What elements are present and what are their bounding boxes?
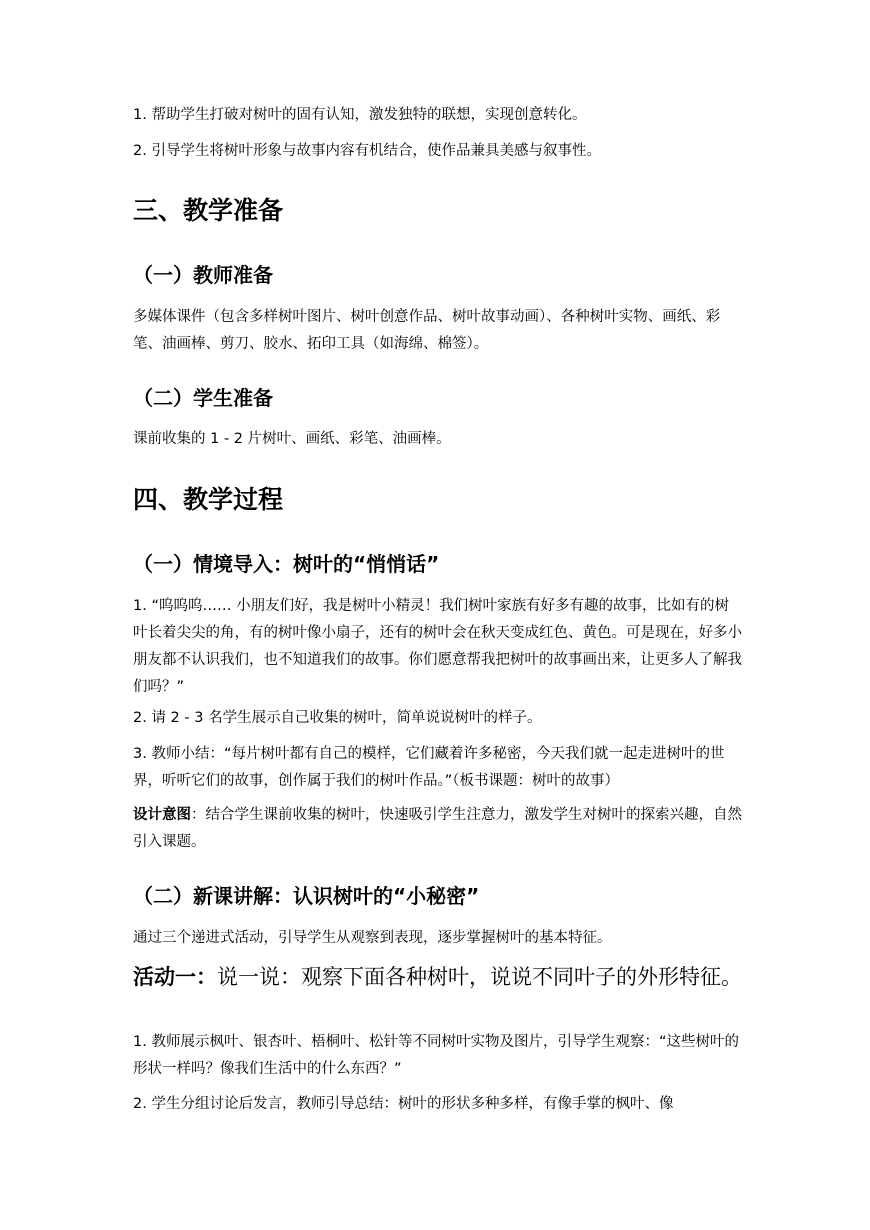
goal-item-1: 1. 帮助学生打破对树叶的固有认知，激发独特的联想，实现创意转化。 [133,107,587,123]
activity-item-2: 2. 学生分组讨论后发言，教师引导总结：树叶的形状多种多样，有像手掌的枫叶、像 [133,1096,674,1112]
section-heading-preparation: 三、教学准备 [133,196,284,225]
subheading-situation-intro: （一）情境导入：树叶的“悄悄话” [133,552,440,576]
teacher-preparation-text: 多媒体课件（包含多样树叶图片、树叶创意作品、树叶故事动画）、各种树叶实物、画纸、彩笔、油画棒、剪刀、胶水、拓印工具（如海绵、棉签）。 [133,309,721,352]
student-preparation-text: 课前收集的 1 - 2 片树叶、画纸、彩笔、油画棒。 [133,431,451,447]
new-lesson-intro: 通过三个递进式活动，引导学生从观察到表现，逐步掌握树叶的基本特征。 [133,930,612,946]
process-item-1: 1. “呜呜呜…… 小朋友们好，我是树叶小精灵！我们树叶家族有好多有趣的故事，比如有的树叶长着尖尖的角，有的树叶像小扇子，还有的树叶会在秋天变成红色、黄色。可是现在，好多小朋友都不认识我们，也不知道我们的故事。你们愿意帮我把树叶的故事画出来，让更多人了解我们吗？” [133,598,742,695]
design-intent-text: ：结合学生课前收集的树叶，快速吸引学生注意力，激发学生对树叶的探索兴趣，自然引入课题。 [133,807,742,850]
design-intent [133,802,743,856]
activity-one-text: 说一说：观察下面各种树叶，说说不同叶子的外形特征。 [217,965,742,989]
activity-one-heading [133,962,753,992]
subheading-teacher-preparation: （一）教师准备 [133,263,273,287]
subheading-student-preparation: （二）学生准备 [133,386,273,410]
subheading-new-lesson: （二）新课讲解：认识树叶的“小秘密” [133,884,480,908]
process-item-3: 3. 教师小结：“每片树叶都有自己的模样，它们藏着许多秘密，今天我们就一起走进树叶的世界，听听它们的故事，创作属于我们的树叶作品。”（板书课题：树叶的故事） [133,746,725,789]
process-item-2: 2. 请 2 - 3 名学生展示自己收集的树叶，简单说说树叶的样子。 [133,710,542,726]
design-intent-label: 设计意图 [133,807,191,823]
goal-item-2: 2. 引导学生将树叶形象与故事内容有机结合，使作品兼具美感与叙事性。 [133,143,601,159]
section-heading-process: 四、教学过程 [133,485,284,514]
activity-item-1: 1. 教师展示枫叶、银杏叶、梧桐叶、松针等不同树叶实物及图片，引导学生观察：“这些树叶的形状一样吗？像我们生活中的什么东西？” [133,1034,739,1077]
activity-one-label: 活动一： [133,965,217,989]
